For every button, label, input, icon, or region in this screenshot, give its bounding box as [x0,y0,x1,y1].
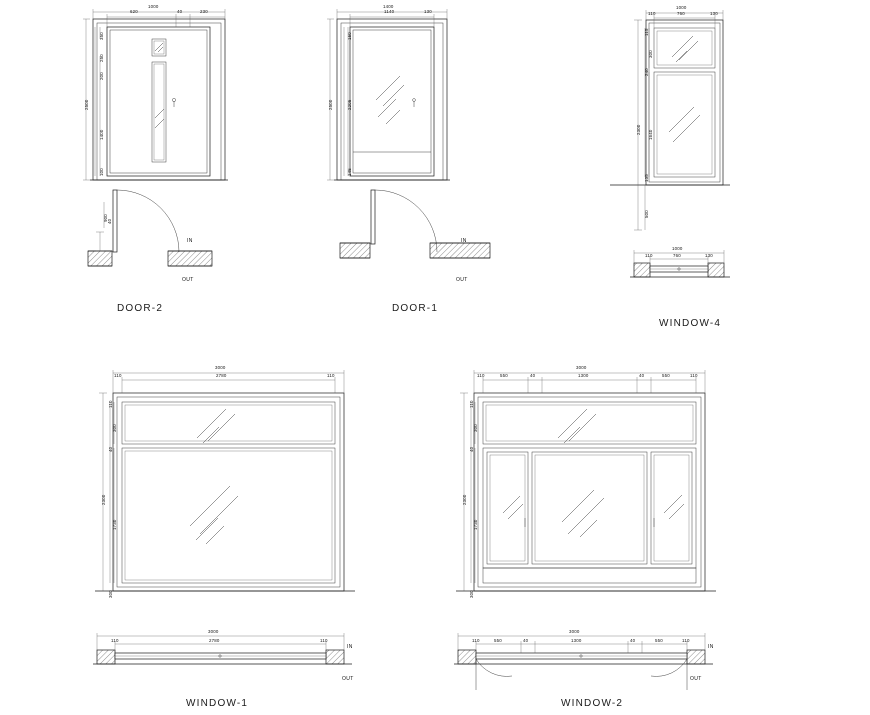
door-2-dim-seg2: 250 [99,54,104,62]
window-1-dimensions [99,370,344,591]
window-2-tag-in: IN [708,644,714,650]
window-4-dim-opening: 760 [677,11,685,16]
window-1-plan-dimensions [97,633,344,653]
window-2-plan-dimensions [458,633,705,653]
window-2-dim-width: 3000 [576,365,587,370]
window-1-plan-dim-a: 110 [111,638,119,643]
caption-door-1: DOOR-1 [392,303,439,314]
caption-window-1: WINDOW-1 [186,698,249,709]
window-2-dim-sill: 300 [469,590,474,598]
window-4-dim-height: 2300 [636,124,641,135]
caption-window-4: WINDOW-4 [659,318,722,329]
window-2-plan-dim-b: 550 [494,638,502,643]
window-1-dim-h1: 110 [108,400,113,408]
window-2-dim-h3: 40 [469,446,474,452]
door-2-plan-dim-b: 40 [107,218,112,224]
window-2-plan-dim-c: 40 [523,638,529,643]
door-1-dim-leafheight: 2205 [347,99,352,110]
window-2-dim-sash-l: 550 [500,373,508,378]
window-4-plan [630,263,730,277]
window-2-plan-dim-f: 550 [655,638,663,643]
window-4-dim-h1: 115 [644,28,649,36]
door-1-dimensions [327,9,447,180]
door-2-plan [88,190,212,266]
door-1-plan [340,190,490,258]
window-2-dim-mull-l: 40 [530,373,536,378]
door-2-plan-dimensions [96,202,104,251]
window-4-plan-dim-a: 110 [645,253,653,258]
window-2-dim-h4: 1730 [473,519,478,530]
door-2-tag-in: IN [187,238,193,244]
window-1-elevation [95,393,355,591]
window-4-elevation [610,20,730,185]
door-1-tag-out: OUT [456,277,468,283]
door-1-dim-height: 2500 [328,99,333,110]
door-1-dim-width: 1400 [383,4,394,9]
window-2-plan-dim-d: 1300 [571,638,582,643]
door-1-dim-top: 150 [347,32,352,40]
window-2-dim-h1: 110 [469,400,474,408]
caption-window-2: WINDOW-2 [561,698,624,709]
window-4-dimensions [634,10,723,230]
window-1-tag-in: IN [347,644,353,650]
window-4-dim-h3: 240 [644,68,649,76]
window-1-dim-sill: 300 [108,590,113,598]
door-2-plan-dim-a: 900 [103,214,108,222]
door-2-dim-height: 2500 [84,99,89,110]
window-1-dim-jamb-r: 110 [327,373,335,378]
window-4-plan-dim-width: 1000 [672,246,683,251]
window-1-dim-h4: 1730 [112,519,117,530]
window-2-dim-jamb-l: 110 [477,373,485,378]
window-2-plan-dim-a: 110 [472,638,480,643]
window-1-dim-h2: 300 [112,424,117,432]
window-2-dim-mull-r: 40 [639,373,645,378]
door-2-dim-base: 100 [99,168,104,176]
door-1-dim-leaf: 1140 [384,9,395,14]
window-2-plan-dim-width: 3000 [569,629,580,634]
window-2-plan [454,650,713,690]
window-1-plan-dim-width: 3000 [208,629,219,634]
door-2-elevation [90,19,228,180]
window-1-dim-opening: 2780 [216,373,227,378]
window-2-tag-out: OUT [690,676,702,682]
window-4-plan-dim-b: 760 [673,253,681,258]
window-4-dim-width: 1000 [676,5,687,10]
door-2-dim-seg3: 200 [99,72,104,80]
door-2-dim-mullion: 40 [177,9,183,14]
window-4-dim-h5: 135 [644,174,649,182]
window-1-dim-width: 3000 [215,365,226,370]
door-2-dim-top: 350 [99,32,104,40]
window-4-dim-h4: 1640 [648,129,653,140]
window-2-dimensions [460,370,705,591]
caption-door-2: DOOR-2 [117,303,164,314]
window-1-dim-height: 2300 [101,494,106,505]
window-4-dim-jamb-r: 130 [710,11,718,16]
window-2-dim-h2: 300 [473,424,478,432]
door-2-tag-out: OUT [182,277,194,283]
window-4-plan-dim-c: 130 [705,253,713,258]
window-2-dim-fixed: 1300 [578,373,589,378]
window-4-dim-sill: 500 [644,210,649,218]
window-1-tag-out: OUT [342,676,354,682]
door-1-tag-in: IN [461,238,467,244]
window-2-dim-height: 2300 [462,494,467,505]
window-2-dim-jamb-r: 110 [690,373,698,378]
window-1-plan-dim-c: 110 [320,638,328,643]
window-4-dim-jamb-l: 110 [648,11,656,16]
window-2-plan-dim-g: 110 [682,638,690,643]
window-1-dim-jamb-l: 110 [114,373,122,378]
window-2-elevation [456,393,716,591]
door-2-dim-seg4: 1400 [99,129,104,140]
door-1-dim-bottom: 145 [347,168,352,176]
door-1-dim-jamb: 130 [424,9,432,14]
window-2-dim-sash-r: 550 [662,373,670,378]
door-2-dim-width: 1000 [148,4,159,9]
window-1-plan [93,650,352,664]
window-4-dim-h2: 300 [648,50,653,58]
window-1-plan-dim-b: 2780 [209,638,220,643]
door-2-dim-leaf: 620 [130,9,138,14]
window-2-plan-dim-e: 40 [630,638,636,643]
door-2-dim-panel: 230 [200,9,208,14]
window-1-dim-h3: 40 [108,446,113,452]
